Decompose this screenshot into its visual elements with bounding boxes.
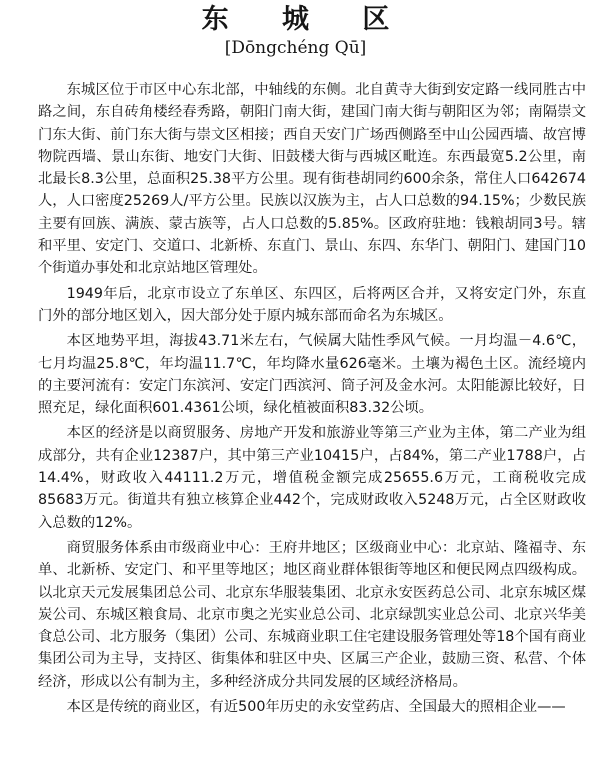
- paragraph-economy: 本区的经济是以商贸服务、房地产开发和旅游业等第三产业为主体，第二产业为组成部分，共有企业12387户，其中第三产业10415户，占84%，第二产业1788户，占14.4%，财政收入44111.2万元，增值税金额完成25655.6万元，工商税收完成85683万元。街道共有独立核算企业442个，完成财政收入5248万元，占全区财政收入总数的12%。: [38, 425, 586, 531]
- paragraph-location: 东城区位于市区中心东北部，中轴线的东侧。北自黄寺大街到安定路一线同胜古中路之间，东自砖角楼经春秀路，朝阳门南大街，建国门南大街与朝阳区为邻；南隔崇文门东大街、前门东大街与崇文区相接；西自天安门广场西侧路至中山公园西墙、故宫博物院西墙、景山东街、地安门大街、旧鼓楼大街与西城区毗连。东西最宽5.2公里，南北最长8.3公里，总面积25.38平方公里。现有街巷胡同约600余条，常住人口642674人，人口密度25269人/平方公里。民族以汉族为主，占人口总数的94.15%；少数民族主要有回族、满族、蒙古族等，占人口总数的5.85%。区政府驻地：钱粮胡同3号。辖和平里、安定门、交道口、北新桥、东直门、景山、东四、东华门、朝阳门、建国门10个街道办事处和北京站地区管理处。: [38, 82, 587, 277]
- paragraph-geography: 本区地势平坦，海拔43.71米左右，气候属大陆性季风气候。一月均温－4.6℃，七月均温25.8℃，年均温11.7℃，年均降水量626毫米。土壤为褐色土区。流经境内的主要河流有：安定门东滨河、安定门西滨河、筒子河及金水河。太阳能源比较好，日照充足，绿化面积601.4361公顷，绿化植被面积83.32公顷。: [38, 333, 586, 417]
- article-body: [38, 79, 586, 721]
- page-title: 东 城 区: [201, 4, 412, 35]
- paragraph-history: 1949年后，北京市设立了东单区、东四区，后将两区合并，又将安定门外，东直门外的部分地区划入，因大部分处于原内城东部而命名为东城区。: [38, 285, 586, 324]
- paragraph-commerce: 商贸服务体系由市级商业中心：王府井地区；区级商业中心：北京站、隆福寺、东单、北新桥、安定门、和平里等地区；地区商业群体银街等地区和便民网点四级构成。以北京天元发展集团总公司、北京东华服装集团、北京永安医药总公司、北京东城区煤炭公司、东城区粮食局、北京市奥之光实业总公司、北京绿凯实业总公司、北京兴华美食总公司、北方服务（集团）公司、东城商业职工住宅建设服务管理处等18个国有商业集团公司为主导，支持区、街集体和驻区中央、区属三产企业，鼓励三资、私营、个体经济，形成以公有制为主，多种经济成分共同发展的区域经济格局。: [38, 539, 586, 690]
- page-subtitle-pinyin: [Dōngchéng Qū]: [224, 38, 367, 58]
- paragraph-traditional-commerce: 本区是传统的商业区，有近500年历史的永安堂药店、全国最大的照相企业——: [66, 699, 566, 716]
